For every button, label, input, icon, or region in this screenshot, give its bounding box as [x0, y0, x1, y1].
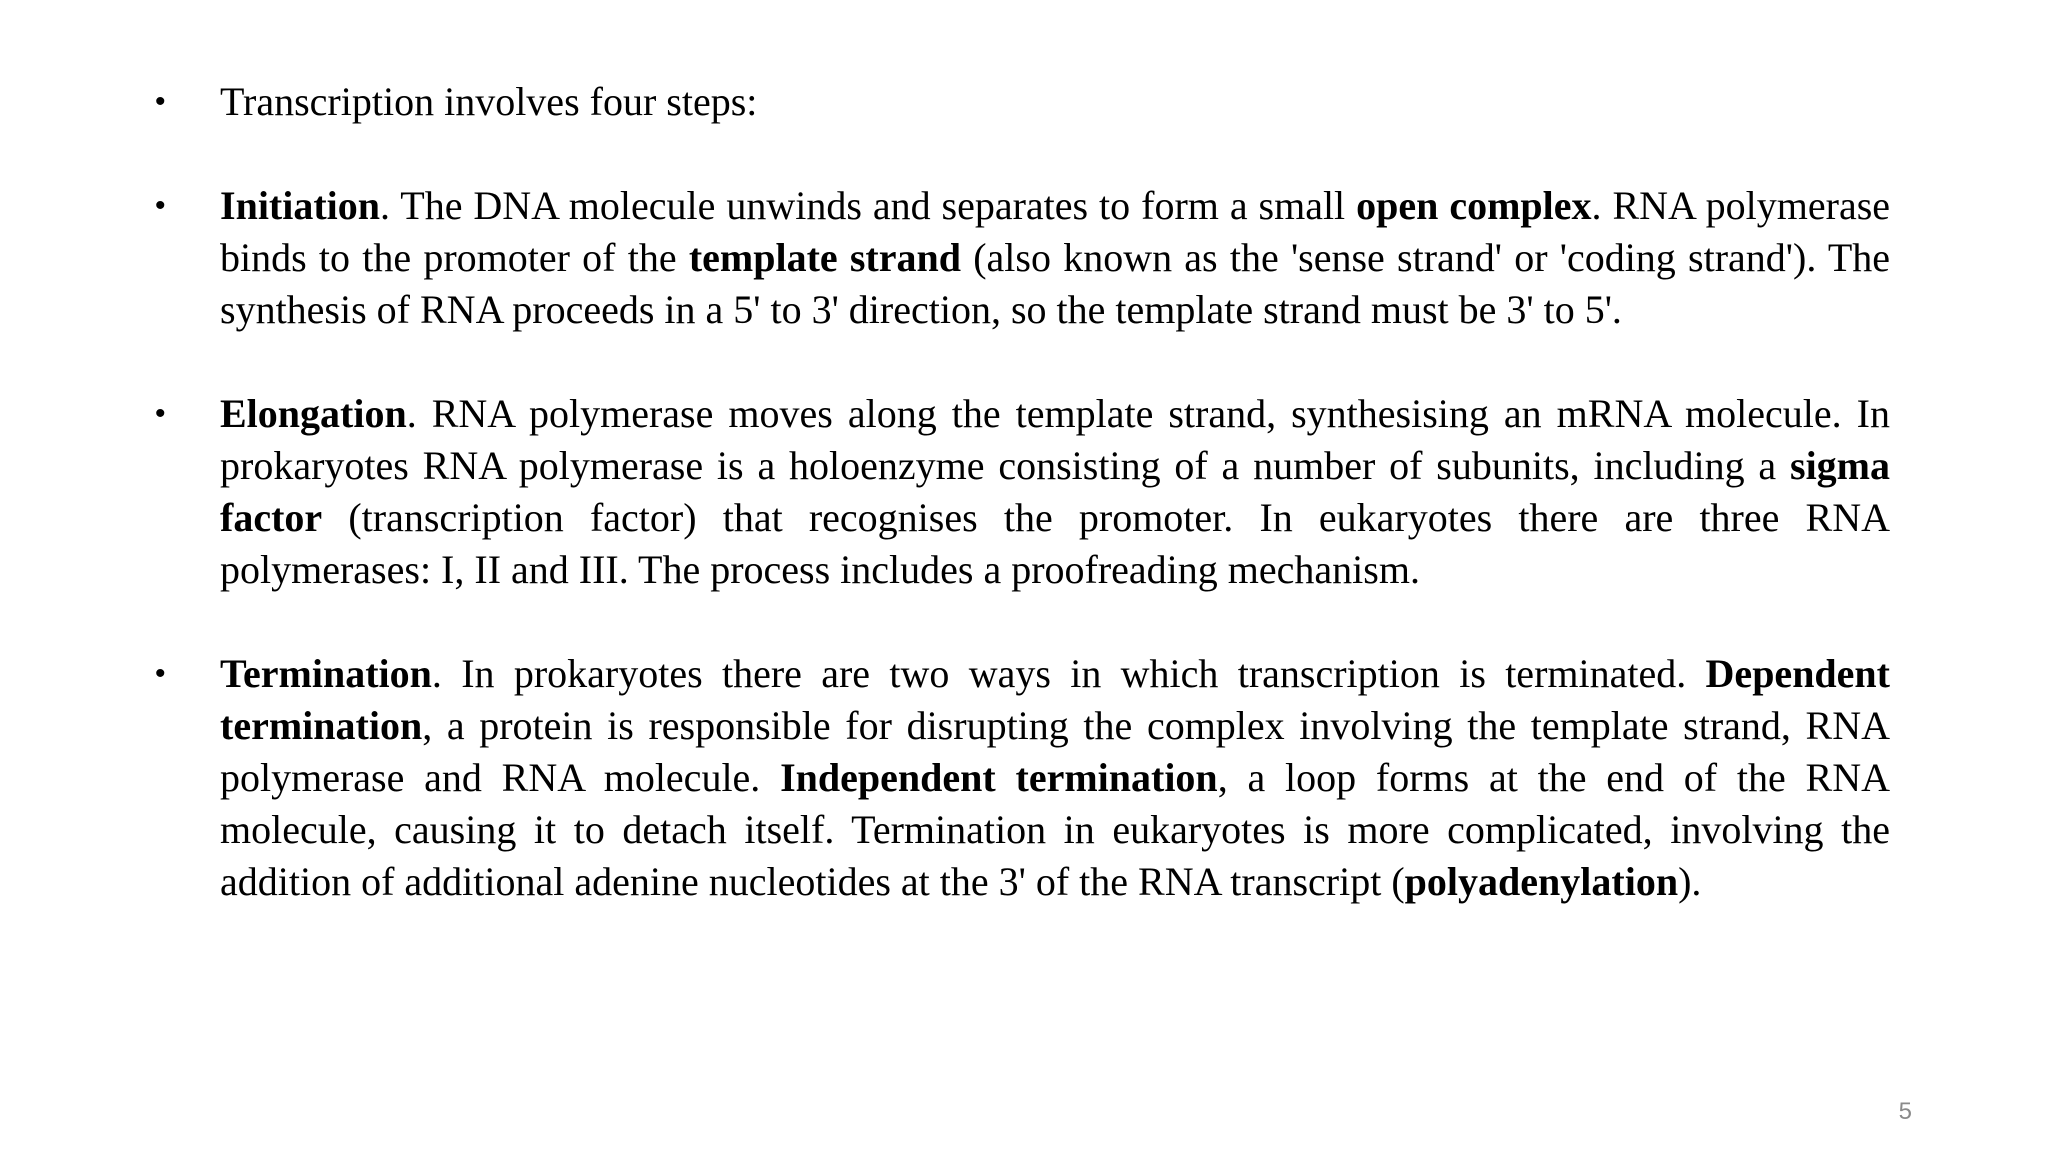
- bold-term: open complex: [1356, 183, 1592, 228]
- bullet-list: [155, 76, 1890, 908]
- bold-term: Elongation: [220, 391, 407, 436]
- bullet-item: [155, 388, 1890, 596]
- bold-term: template strand: [688, 235, 961, 280]
- bold-term: Initiation: [220, 183, 381, 228]
- bullet-icon: •: [155, 189, 166, 222]
- text-segment: (also known as the 'sense strand' or 'coding strand'). The synthesis of RNA proceeds in a 5' to 3' direction, so the template strand must be 3' to 5'.: [220, 235, 1891, 332]
- text-segment: (transcription factor) that recognises the promoter. In eukaryotes there are three RNA polymerases: I, II and III. The process includes a proofreading mechanism.: [220, 495, 1890, 592]
- page-number: 5: [1898, 1098, 1912, 1125]
- bold-term: Termination: [220, 651, 432, 696]
- bullet-item: [155, 648, 1890, 908]
- bold-term: polyadenylation: [1404, 859, 1679, 904]
- bullet-text: [220, 183, 1890, 332]
- bullet-icon: •: [155, 85, 166, 118]
- bullet-item: [155, 180, 1890, 336]
- text-segment: ).: [1678, 859, 1702, 904]
- text-segment: , a protein is responsible for disrupting the complex involving the template strand, RNA polymerase and RNA molecule.: [220, 703, 1890, 800]
- bullet-icon: •: [155, 397, 166, 430]
- text-segment: , a loop forms at the end of the RNA molecule, causing it to detach itself. Termination in eukaryotes is more complicated, involving the addition of additional adenine nucleotides at the 3' of the RNA transcript (: [220, 755, 1890, 904]
- text-segment: . In prokaryotes there are two ways in which transcription is terminated.: [431, 651, 1706, 696]
- bullet-text: [220, 651, 1890, 904]
- bullet-text: [220, 391, 1890, 592]
- bullet-icon: •: [155, 657, 166, 690]
- bold-term: Dependent termination: [220, 651, 1890, 748]
- text-segment: . RNA polymerase moves along the template strand, synthesising an mRNA molecule. In prokaryotes RNA polymerase is a holoenzyme consisting of a number of subunits, including a: [220, 391, 1890, 488]
- text-segment: Transcription involves four steps:: [220, 79, 758, 124]
- text-segment: . RNA polymerase binds to the promoter of the: [220, 183, 1891, 280]
- bold-term: Independent termination: [780, 755, 1218, 800]
- text-segment: . The DNA molecule unwinds and separates to form a small: [380, 183, 1357, 228]
- bold-term: sigma factor: [220, 443, 1890, 540]
- bullet-text: [220, 79, 757, 124]
- bullet-item: [155, 76, 1890, 128]
